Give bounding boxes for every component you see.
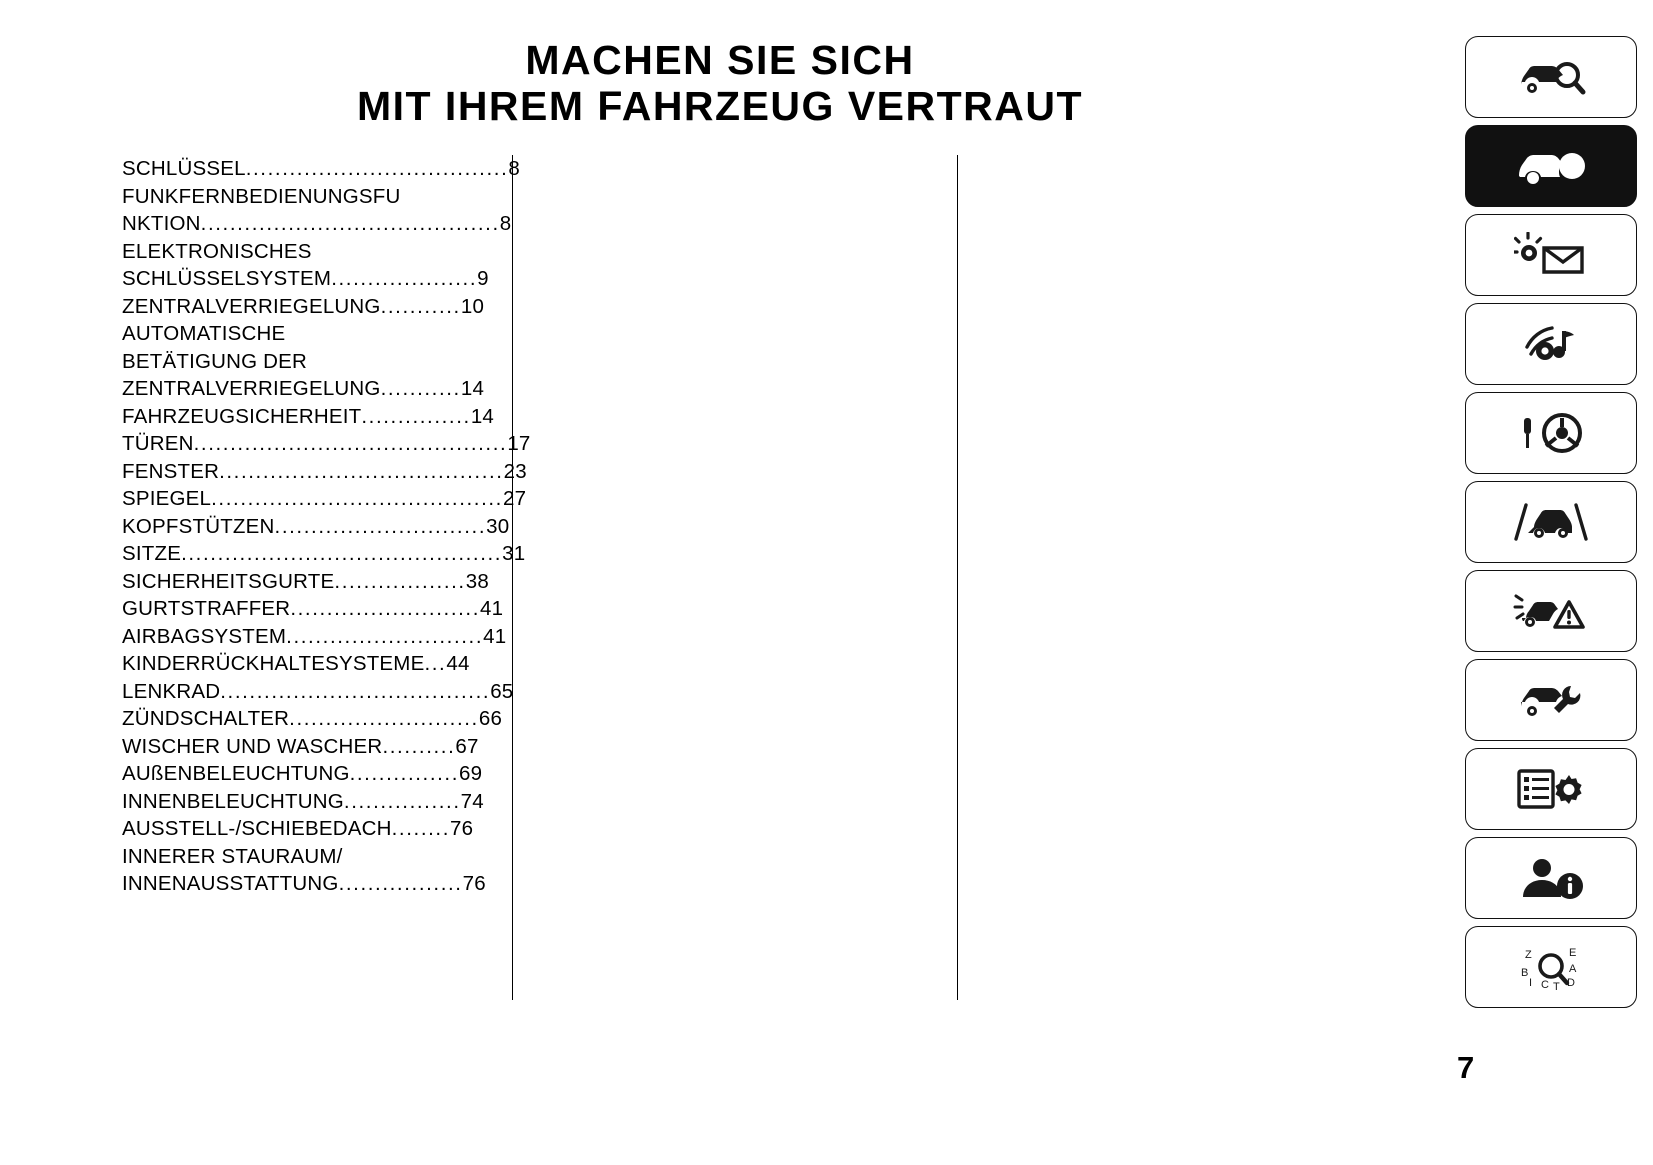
toc-entry-label: SICHERHEITSGURTE xyxy=(122,569,335,593)
tab-technical-specifications[interactable] xyxy=(1465,748,1637,830)
toc-entry[interactable] xyxy=(122,678,514,706)
media-audio-icon xyxy=(1515,321,1587,367)
tab-vehicle-overview[interactable] xyxy=(1465,36,1637,118)
toc-entry-leader: .................................... xyxy=(245,157,509,180)
svg-text:Z: Z xyxy=(1525,949,1532,961)
tab-servicing-and-maintenance[interactable] xyxy=(1465,659,1637,741)
specifications-gear-icon xyxy=(1513,765,1589,813)
toc-entry[interactable] xyxy=(122,788,494,816)
tab-driver-assistance[interactable] xyxy=(1465,481,1637,563)
svg-text:C: C xyxy=(1541,979,1549,991)
toc-entry-page: 44 xyxy=(446,652,470,675)
toc-entry[interactable] xyxy=(122,458,527,486)
toc-entry[interactable] xyxy=(122,155,520,183)
toc-entry-label: NKTION xyxy=(122,212,201,235)
toc-entry-leader: .................. xyxy=(334,569,466,593)
toc-entry[interactable] xyxy=(122,320,494,348)
toc-entry-label: AUßENBELEUCHTUNG xyxy=(122,762,350,785)
steering-wheel-icon xyxy=(1515,410,1587,456)
toc-entry[interactable] xyxy=(122,513,510,541)
toc-entry[interactable] xyxy=(122,293,494,321)
toc-entry-page: 23 xyxy=(503,459,527,483)
toc-entry-page: 41 xyxy=(480,597,504,620)
toc-entry-label: INNENAUSSTATTUNG xyxy=(122,872,339,895)
toc-entry-label: ELEKTRONISCHES xyxy=(122,239,312,263)
toc-entry-leader: ........................... xyxy=(286,624,484,648)
page-title-line-1: MACHEN SIE SICH xyxy=(525,37,915,83)
toc-entry-label: TÜREN xyxy=(122,432,194,455)
toc-entry-page: 27 xyxy=(502,487,527,510)
tab-emergency-situations[interactable] xyxy=(1465,570,1637,652)
svg-text:I: I xyxy=(1529,977,1533,989)
tab-customer-assistance[interactable] xyxy=(1465,837,1637,919)
toc-entry-label: ZÜNDSCHALTER xyxy=(122,707,290,730)
toc-entry[interactable] xyxy=(122,183,494,211)
toc-entry-label: AIRBAGSYSTEM xyxy=(122,624,287,648)
tab-multimedia[interactable] xyxy=(1465,303,1637,385)
svg-text:B: B xyxy=(1521,967,1529,979)
toc-entry-page: 17 xyxy=(507,432,531,455)
toc-entry[interactable] xyxy=(122,348,494,376)
toc-entry[interactable] xyxy=(122,485,527,513)
car-warning-triangle-icon xyxy=(1512,588,1590,634)
toc-entry[interactable] xyxy=(122,375,494,403)
toc-entry-page: 31 xyxy=(502,542,526,565)
toc-entry[interactable] xyxy=(122,568,494,596)
toc-entry-leader: ........ xyxy=(391,817,451,840)
person-info-icon xyxy=(1515,855,1587,901)
toc-entry-leader: ........... xyxy=(380,377,461,400)
toc-entry-leader: .......... xyxy=(382,734,456,758)
toc-entry-label: FAHRZEUGSICHERHEIT xyxy=(122,404,362,428)
toc-entry-label: GURTSTRAFFER xyxy=(122,597,291,620)
toc-entry-leader: .................... xyxy=(331,267,478,290)
toc-entry-page: 76 xyxy=(462,872,486,895)
toc-entry[interactable] xyxy=(122,623,507,651)
toc-entry-label: AUSSTELL-/SCHIEBEDACH xyxy=(122,817,392,840)
toc-entry-label: AUTOMATISCHE xyxy=(122,322,286,345)
toc-entry[interactable] xyxy=(122,403,494,431)
column-divider-1 xyxy=(512,155,513,1000)
toc-entry-page: 38 xyxy=(465,569,489,593)
car-magnifier-icon xyxy=(1515,55,1587,99)
toc-entry-label: ZENTRALVERRIEGELUNG xyxy=(122,294,381,318)
toc-entry-label: SPIEGEL xyxy=(122,487,212,510)
toc-list xyxy=(122,155,531,898)
toc-entry-leader: ........................................... xyxy=(193,432,508,455)
toc-entry-page: 67 xyxy=(455,734,479,758)
toc-entry-page: 65 xyxy=(490,679,514,703)
toc-entry[interactable] xyxy=(122,595,504,623)
index-search-icon xyxy=(1511,942,1591,992)
toc-entry-leader: ................. xyxy=(338,872,463,895)
toc-entry-leader: ............... xyxy=(361,404,471,428)
toc-entry-leader: ... xyxy=(424,652,447,675)
table-of-contents xyxy=(122,155,1337,1000)
toc-entry-label: KINDERRÜCKHALTESYSTEME xyxy=(122,652,425,675)
toc-entry-page: 14 xyxy=(460,377,485,400)
toc-entry-page: 69 xyxy=(459,762,483,785)
toc-entry-leader: ............................. xyxy=(274,514,487,538)
toc-entry-leader: ............................................ xyxy=(181,542,503,565)
toc-entry-page: 9 xyxy=(477,267,489,290)
toc-entry-leader: ............... xyxy=(349,762,460,785)
toc-entry-page: 66 xyxy=(478,707,503,730)
svg-text:A: A xyxy=(1569,963,1577,975)
toc-entry-label: ZENTRALVERRIEGELUNG xyxy=(122,377,381,400)
toc-entry-page: 76 xyxy=(450,817,474,840)
toc-entry[interactable] xyxy=(122,733,494,761)
toc-entry-label: BETÄTIGUNG DER xyxy=(122,349,308,373)
toc-entry-leader: ........... xyxy=(380,294,461,318)
toc-entry-page: 10 xyxy=(460,294,485,318)
toc-entry-label: LENKRAD xyxy=(122,679,221,703)
toc-entry[interactable] xyxy=(122,265,494,293)
toc-entry-leader: ....................................... xyxy=(219,459,504,483)
car-info-icon xyxy=(1513,144,1589,188)
column-divider-2 xyxy=(957,155,958,1000)
section-tab-strip[interactable] xyxy=(1465,36,1645,1015)
toc-entry[interactable] xyxy=(122,210,512,238)
tab-starting-and-driving[interactable] xyxy=(1465,392,1637,474)
toc-entry-leader: ................ xyxy=(343,789,461,813)
toc-entry-label: FUNKFERNBEDIENUNGSFU xyxy=(122,184,401,208)
toc-entry-label: SCHLÜSSELSYSTEM xyxy=(122,267,332,290)
page-number: 7 xyxy=(1457,1050,1475,1085)
toc-entry-label: SCHLÜSSEL xyxy=(122,157,246,180)
svg-text:D: D xyxy=(1567,977,1575,989)
toc-entry[interactable] xyxy=(122,650,494,678)
toc-entry-page: 30 xyxy=(486,514,510,538)
toc-entry[interactable] xyxy=(122,238,494,266)
toc-entry-page: 8 xyxy=(508,157,520,180)
dashboard-warning-icon xyxy=(1514,232,1588,278)
toc-entry-page: 41 xyxy=(483,624,507,648)
tab-instrument-cluster[interactable] xyxy=(1465,214,1637,296)
toc-entry-page: 8 xyxy=(499,212,512,235)
toc-entry[interactable] xyxy=(122,705,503,733)
car-wrench-icon xyxy=(1513,678,1589,722)
toc-entry-leader: .......................... xyxy=(290,597,480,620)
toc-entry-label: INNERER STAURAUM/ xyxy=(122,844,343,868)
tab-getting-to-know-vehicle[interactable] xyxy=(1465,125,1637,207)
toc-entry-label: KOPFSTÜTZEN xyxy=(122,514,275,538)
toc-entry[interactable] xyxy=(122,870,494,898)
toc-entry-leader: ......................................... xyxy=(200,212,500,235)
toc-entry[interactable] xyxy=(122,760,494,788)
svg-text:T: T xyxy=(1553,981,1560,992)
tab-index[interactable] xyxy=(1465,926,1637,1008)
toc-entry-label: SITZE xyxy=(122,542,182,565)
toc-entry[interactable] xyxy=(122,540,526,568)
page-title xyxy=(120,38,1320,130)
toc-entry[interactable] xyxy=(122,815,494,843)
toc-entry-page: 74 xyxy=(460,789,484,813)
toc-entry[interactable] xyxy=(122,430,531,458)
toc-entry-leader: .......................... xyxy=(289,707,479,730)
toc-entry-label: INNENBELEUCHTUNG xyxy=(122,789,344,813)
toc-entry-label: WISCHER UND WASCHER xyxy=(122,734,383,758)
toc-entry-leader: ........................................ xyxy=(211,487,503,510)
svg-text:E: E xyxy=(1569,947,1577,959)
toc-entry-leader: ..................................... xyxy=(220,679,491,703)
page-title-line-2: MIT IHREM FAHRZEUG VERTRAUT xyxy=(356,82,1084,129)
toc-entry-page: 14 xyxy=(470,404,495,428)
toc-entry-label: FENSTER xyxy=(122,459,220,483)
car-lane-assist-icon xyxy=(1512,499,1590,545)
toc-entry[interactable] xyxy=(122,843,494,871)
